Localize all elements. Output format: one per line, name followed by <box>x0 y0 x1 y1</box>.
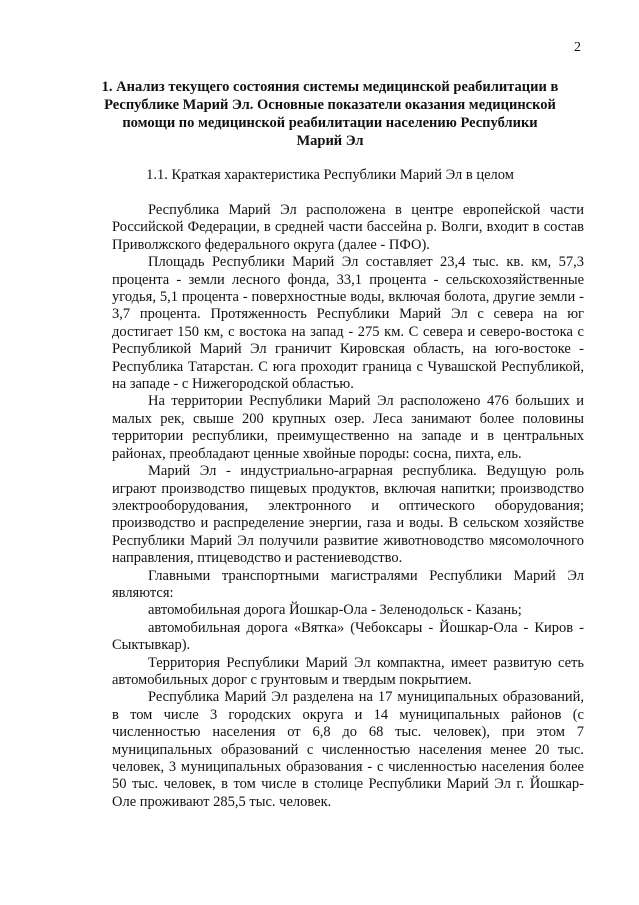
body-text <box>112 202 584 811</box>
paragraph-road-vyatka: автомобильная дорога «Вятка» (Чебоксары - Йошкар-Ола - Киров - Сыктывкар). <box>112 619 584 654</box>
subsection-heading: 1.1. Краткая характеристика Республики Марий Эл в целом <box>146 167 514 183</box>
paragraph-area: Площадь Республики Марий Эл составляет 23,4 тыс. кв. км, 57,3 процента - земли лесного фонда, 33,1 процента - сельскохозяйственные угодья, 5,1 процента - поверхностные воды, включая болота, другие земли - 3,7 процента. Протяженность Республики Марий Эл с севера на юг достигает 150 км, с востока на запад - 275 км. С севера и северо-востока с Республикой Марий Эл граничит Кировская область, на юго-востоке - Республика Татарстан. С юга проходит граница с Чувашской Республикой, на западе - с Нижегородской областью. <box>112 254 584 393</box>
section-heading: 1. Анализ текущего состояния системы медицинской реабилитации в Республике Марий Эл. Основные показатели оказания медицинской помощи по медицинской реабилитации населению Республики Марий Эл <box>101 79 559 149</box>
paragraph-industry: Марий Эл - индустриально-аграрная республика. Ведущую роль играют производство пищевых продуктов, включая напитки; производство электрооборудования, электронного и оптического оборудования; производство и распределение энергии, газа и воды. В сельском хозяйстве Республики Марий Эл получили развитие животноводство мясомолочного направления, птицеводство и растениеводство. <box>112 463 584 567</box>
paragraph-rivers-forests: На территории Республики Марий Эл расположено 476 больших и малых рек, свыше 200 крупных озер. Леса занимают более половины территории республики, преимущественно на западе и в центральных районах, преобладают ценные хвойные породы: сосна, пихта, ель. <box>112 393 584 462</box>
paragraph-road-network: Территория Республики Марий Эл компактна, имеет развитую сеть автомобильных дорог с грунтовым и твердым покрытием. <box>112 654 584 688</box>
paragraph-road-kazan: автомобильная дорога Йошкар-Ола - Зеленодольск - Казань; <box>148 602 522 619</box>
paragraph-municipalities: Республика Марий Эл разделена на 17 муниципальных образований, в том числе 3 городских округа и 14 муниципальных районов (с численностью населения от 6,8 до 68 тыс. человек), при этом 7 муниципальных образований с численностью населения менее 20 тыс. человек, 3 муниципальных образования - с численностью населения более 50 тыс. человек, в том числе в столице Республики Марий Эл г. Йошкар-Оле проживают 285,5 тыс. человек. <box>112 689 584 810</box>
page-number: 2 <box>574 40 581 55</box>
paragraph-transport-intro: Главными транспортными магистралями Республики Марий Эл являются: <box>112 567 584 601</box>
paragraph-location: Республика Марий Эл расположена в центре европейской части Российской Федерации, в средней части бассейна р. Волги, входит в состав Приволжского федерального округа (далее - ПФО). <box>112 202 584 253</box>
